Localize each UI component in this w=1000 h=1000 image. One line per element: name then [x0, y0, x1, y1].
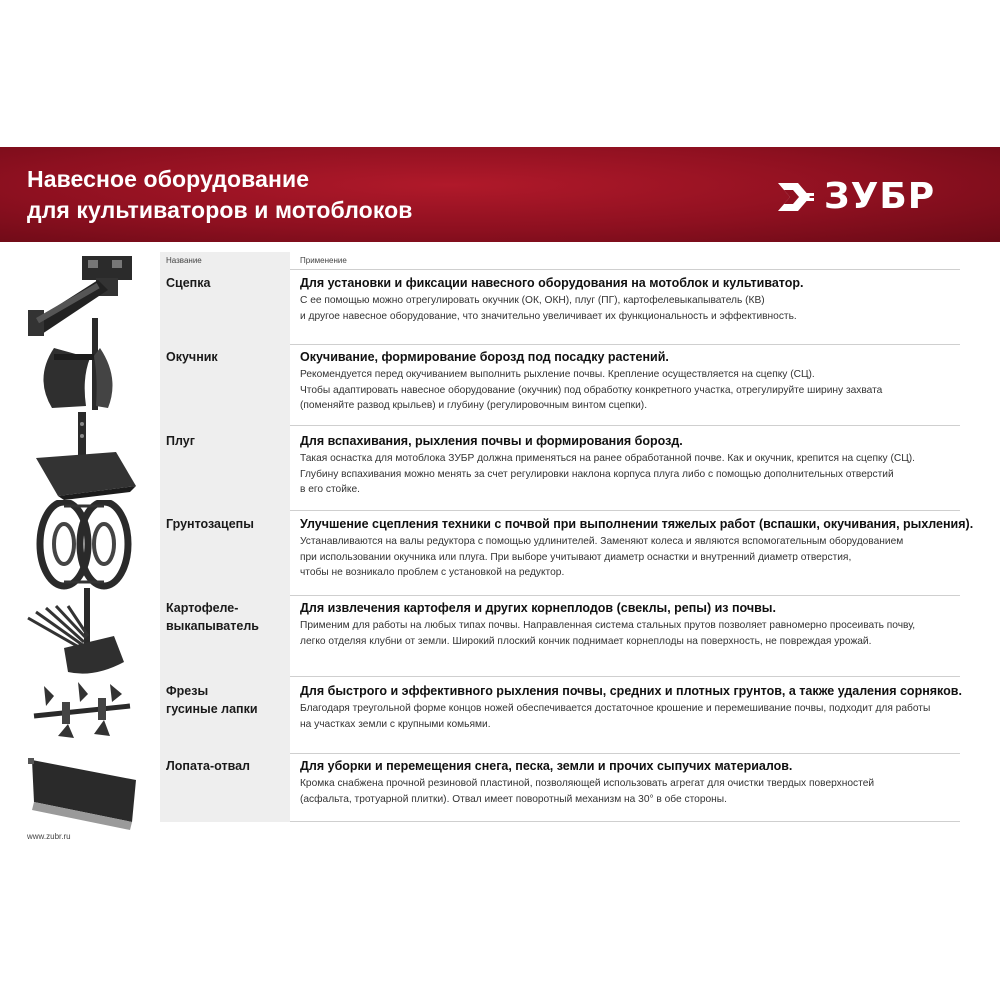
row-title: Для уборки и перемещения снега, песка, земли и прочих сыпучих материалов. [300, 759, 793, 773]
footer-website-link[interactable]: www.zubr.ru [27, 832, 71, 841]
page-title [27, 164, 413, 226]
row-divider [290, 425, 960, 426]
row-title: Для вспахивания, рыхления почвы и формирования борозд. [300, 434, 683, 448]
description-line: Такая оснастка для мотоблока ЗУБР должна применяться на ранее обработанной почве. Как и окучник, крепится на сцепку (СЦ). [300, 453, 915, 464]
row-divider [290, 676, 960, 677]
row-divider [290, 510, 960, 511]
description-line: на участках земли с крупными комьями. [300, 718, 491, 730]
title-line-1: Навесное оборудование [27, 166, 310, 192]
potato-digger-icon [24, 588, 140, 680]
row-description [300, 776, 970, 807]
row-name: Плуг [166, 434, 195, 448]
header-divider [290, 269, 960, 270]
row-description [300, 534, 970, 581]
row-description [300, 701, 970, 732]
brand-logo [778, 177, 978, 217]
row-divider [290, 821, 960, 822]
description-line: в его стойке. [300, 484, 360, 495]
row-name: Окучник [166, 350, 218, 364]
hiller-icon [24, 318, 140, 416]
title-line-2: для культиваторов и мотоблоков [27, 197, 413, 223]
description-line: С ее помощью можно отрегулировать окучник (ОК, ОКН), плуг (ПГ), картофелевыкапыватель (КВ) [300, 295, 765, 306]
equipment-table [160, 252, 974, 822]
row-description [300, 618, 970, 649]
row-title: Для быстрого и эффективного рыхления почвы, средних и плотных грунтов, а также удаления сорняков. [300, 684, 962, 698]
row-description [300, 367, 970, 414]
row-name: Фрезы гусиные лапки [166, 684, 258, 716]
description-line: при использовании окучника или плуга. При выборе учитывают диаметр оснастки и внутренний диаметр отверстия, [300, 551, 852, 563]
description-line: (поменяйте развод крыльев) и глубину (регулировочным винтом сцепки). [300, 400, 648, 411]
description-line: Кромка снабжена прочной резиновой пластиной, позволяющей использовать агрегат для очистки твердых поверхностей [300, 778, 875, 789]
description-line: Чтобы адаптировать навесное оборудование (окучник) под обработку конкретного участка, отрегулируйте ширину захвата [300, 384, 883, 396]
brand-name: ЗУБР [824, 176, 936, 217]
row-name: Грунтозацепы [166, 517, 254, 531]
row-description [300, 451, 970, 498]
description-line: Рекомендуется перед окучиванием выполнить рыхление почвы. Крепление осуществляется на сцепку (СЦ). [300, 369, 815, 380]
description-line: Применим для работы на любых типах почвы. Направленная система стальных прутов позволяет равномерно просеивать почву, [300, 620, 916, 631]
name-column-background [160, 252, 290, 822]
description-line: легко отделяя клубни от земли. Широкий плоский кончик поднимает корнеплоды на поверхность, не повреждая урожай. [300, 635, 872, 647]
brand-arrows-icon [778, 179, 818, 215]
row-name: Лопата-отвал [166, 759, 251, 773]
row-title: Для установки и фиксации навесного оборудования на мотоблок и культиватор. [300, 276, 804, 290]
description-line: и другое навесное оборудование, что значительно увеличивает их функциональность и эффективность. [300, 310, 797, 322]
description-line: (асфальта, тротуарной плитки). Отвал имеет поворотный механизм на 30° в обе стороны. [300, 793, 727, 805]
row-divider [290, 344, 960, 345]
description-line: Устанавливаются на валы редуктора с помощью удлинителей. Заменяют колеса и являются вспомогательным оборудованием [300, 536, 904, 547]
description-line: чтобы не возникало проблем с установкой на редуктор. [300, 567, 565, 578]
header-banner [0, 147, 1000, 242]
lug-wheel-icon [24, 500, 140, 590]
snow-blade-icon [24, 752, 140, 832]
column-header-name: Название [166, 256, 202, 265]
row-title: Окучивание, формирование борозд под посадку растений. [300, 350, 669, 364]
row-divider [290, 753, 960, 754]
plough-icon [24, 412, 140, 500]
row-name: Картофеле- выкапыватель [166, 601, 259, 633]
row-divider [290, 595, 960, 596]
row-name: Сцепка [166, 276, 211, 290]
description-line: Глубину вспахивания можно менять за счет регулировки наклона корпуса плуга либо с помощью дополнительных отверстий [300, 468, 894, 480]
tiller-cutters-icon [24, 676, 140, 748]
column-header-application: Применение [300, 256, 347, 265]
row-title: Для извлечения картофеля и других корнеплодов (свеклы, репы) из почвы. [300, 601, 776, 615]
description-line: Благодаря треугольной форме концов ножей обеспечивается достаточное крошение и перемешивание почвы, подходит для работы [300, 703, 931, 714]
row-title: Улучшение сцепления техники с почвой при выполнении тяжелых работ (вспашки, окучивания, рыхления). [300, 517, 974, 531]
row-description [300, 293, 970, 324]
